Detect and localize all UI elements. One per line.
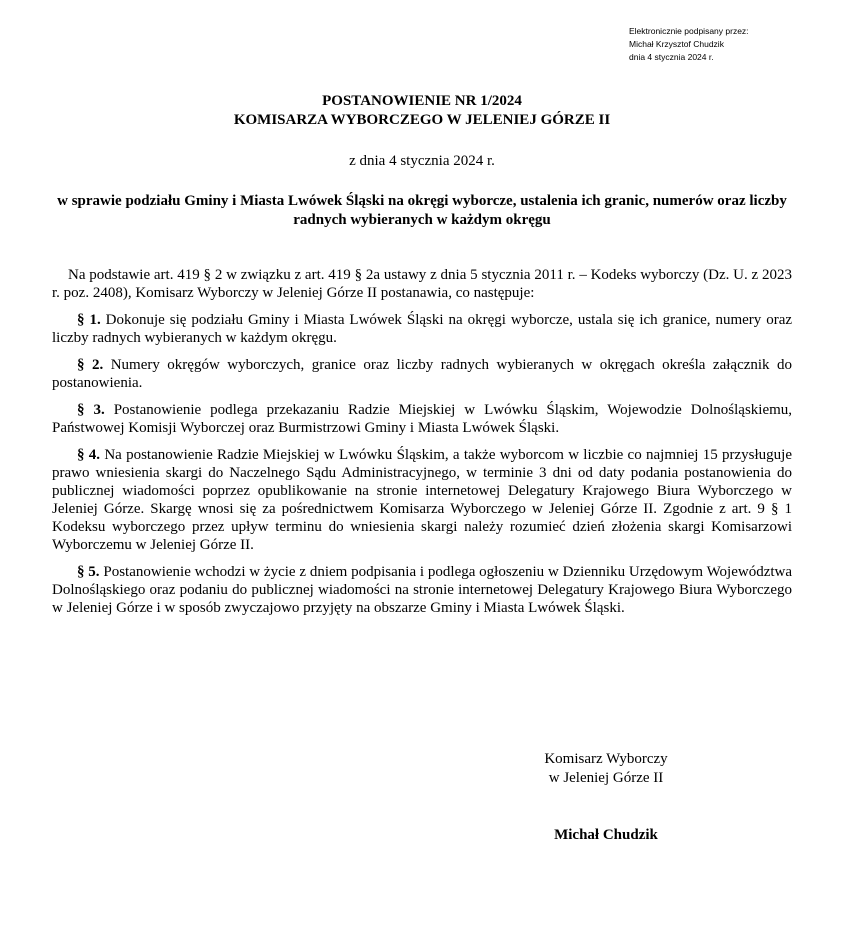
document-body bbox=[52, 266, 792, 626]
paragraph-4-text: Na postanowienie Radzie Miejskiej w Lwówku Śląskim, a także wyborcom w liczbie co najmniej 15 przysługuje prawo wniesienia skargi do Naczelnego Sądu Administracyjnego, w terminie 3 dni od daty podania postanowienia do publicznej wiadomości poprzez opublikowanie na stronie internetowej Delegatury Krajowego Biura Wyborczego w Jeleniej Górze. Skargę wnosi się za pośrednictwem Komisarza Wyborczego w Jeleniej Górze II. Zgodnie z art. 9 § 1 Kodeksu wyborczego przez upływ terminu do wniesienia skargi należy rozumieć dzień złożenia skargi Komisarzowi Wyborczemu w Jeleniej Górze II. bbox=[52, 447, 793, 553]
document-subject: w sprawie podziału Gminy i Miasta Lwówek Śląski na okręgi wyborcze, ustalenia ich granic, numerów oraz liczby radnych wybieranych w każdym okręgu bbox=[57, 193, 787, 228]
electronic-signature-note bbox=[629, 25, 749, 64]
esign-line-signed-by: Elektronicznie podpisany przez: bbox=[629, 26, 749, 36]
document-title-line-1: POSTANOWIENIE NR 1/2024 bbox=[322, 93, 522, 109]
intro-paragraph: Na podstawie art. 419 § 2 w związku z art. 419 § 2a ustawy z dnia 5 stycznia 2011 r. – Kodeks wyborczy (Dz. U. z 2023 r. poz. 2408), Komisarz Wyborczy w Jeleniej Górze II postanawia, co następuje: bbox=[52, 267, 792, 301]
document-title bbox=[0, 92, 844, 130]
paragraph-4 bbox=[52, 446, 792, 554]
paragraph-5-text: Postanowienie wchodzi w życie z dniem podpisania i podlega ogłoszeniu w Dzienniku Urzędowym Województwa Dolnośląskiego oraz podaniu do publicznej wiadomości na stronie internetowej Delegatury Krajowego Biura Wyborczego w Jeleniej Górze i w sposób zwyczajowo przyjęty na obszarze Gminy i Miasta Lwówek Śląski. bbox=[52, 564, 793, 616]
paragraph-1 bbox=[52, 311, 792, 347]
signature-role-line-1: Komisarz Wyborczy bbox=[544, 751, 668, 767]
document-title-line-2: KOMISARZA WYBORCZEGO W JELENIEJ GÓRZE II bbox=[233, 112, 611, 128]
paragraph-2-mark: § 2. bbox=[77, 357, 104, 373]
signer-name: Michał Chudzik bbox=[554, 827, 658, 843]
paragraph-2 bbox=[52, 356, 792, 392]
paragraph-1-mark: § 1. bbox=[77, 312, 101, 328]
paragraph-5-mark: § 5. bbox=[77, 564, 100, 580]
paragraph-2-text: Numery okręgów wyborczych, granice oraz liczby radnych wybieranych w okręgach określa załącznik do postanowienia. bbox=[52, 357, 793, 391]
paragraph-3 bbox=[52, 401, 792, 437]
paragraph-3-mark: § 3. bbox=[77, 402, 105, 418]
signature-role-line-2: w Jeleniej Górze II bbox=[548, 770, 664, 786]
paragraph-4-mark: § 4. bbox=[77, 447, 101, 463]
esign-line-date: dnia 4 stycznia 2024 r. bbox=[629, 52, 714, 62]
paragraph-3-text: Postanowienie podlega przekazaniu Radzie Miejskiej w Lwówku Śląskim, Wojewodzie Dolnośląskiemu, Państwowej Komisji Wyborczej oraz Burmistrzowi Gminy i Miasta Lwówek Śląski. bbox=[52, 402, 793, 436]
paragraph-1-text: Dokonuje się podziału Gminy i Miasta Lwówek Śląski na okręgi wyborcze, ustala się ich granice, numery oraz liczby radnych wybieranych w każdym okręgu. bbox=[52, 312, 793, 346]
paragraph-5 bbox=[52, 563, 792, 617]
esign-line-signer: Michał Krzysztof Chudzik bbox=[629, 39, 724, 49]
document-date: z dnia 4 stycznia 2024 r. bbox=[349, 153, 495, 169]
signature-block bbox=[520, 750, 692, 788]
